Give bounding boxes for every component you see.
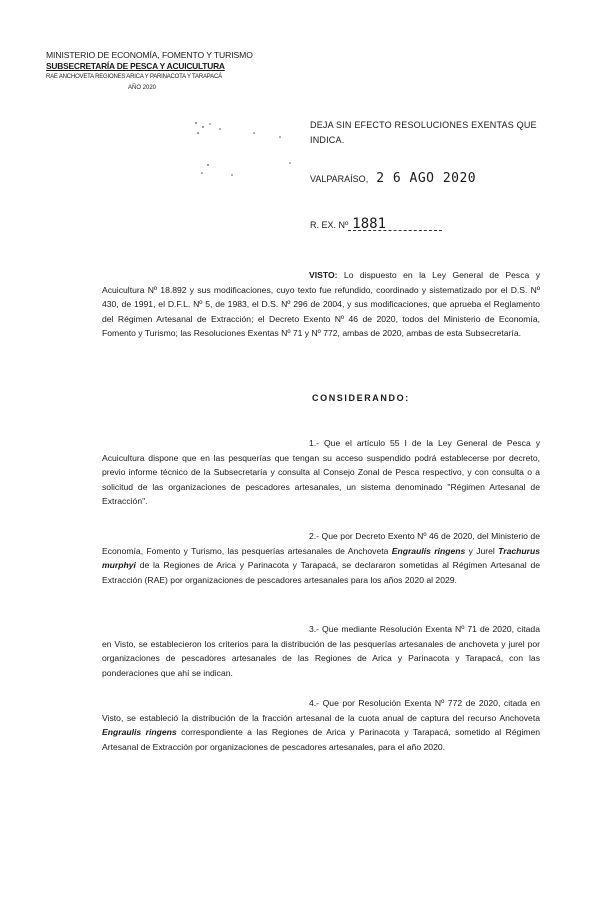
letterhead (46, 50, 276, 94)
item-2-text-a: 2.- Que por Decreto Exento Nº 46 de 2020, del Ministerio de Economía, Fomento y Turismo, las pesquerías artesanales de Anchoveta (102, 531, 540, 556)
item-1-text: 1.- Que el artículo 55 I de la Ley General de Pesca y Acuicultura dispone que en las pesquerías que tengan su acceso suspendido podrá establecerse por decreto, previo informe técnico de la Subsecretaría y consulta al Consejo Zonal de Pesca respectivo, y con consulta o a solicitud de las organizaciones de pescadores artesanales, un sistema denominado "Régimen Artesanal de Extracción". (102, 438, 540, 506)
place-date-line (310, 171, 476, 186)
species-name-trachurus: Trachurus murphyi (102, 545, 541, 570)
item-2-text-c: y Jurel (468, 545, 495, 556)
considerando-heading: CONSIDERANDO: (312, 393, 410, 403)
species-name-engraulis-2: Engraulis ringens (102, 727, 177, 737)
visto-text: Lo dispuesto en la Ley General de Pesca y Acuicultura Nº 18.892 y sus modificaciones, cuyo texto fue refundido, coordinado y sistematizado por el D.S. Nº 430, de 1991, el D.F.L. Nº 5, de 1983, el D.S. Nº 296 de 2004, y sus modificaciones, que aprueba el Reglamento del Régimen Artesanal de Extracción; el Decreto Exento Nº 46 de 2020, todos del Ministerio de Economía, Fomento y Turismo; las Resoluciones Exentas Nº 71 y Nº 772, ambas de 2020, ambas de esta Subsecretaría. (102, 270, 540, 338)
resolution-number-label: R. EX. Nº (310, 220, 349, 230)
date-stamp: 2 6 AGO 2020 (376, 171, 477, 186)
visto-paragraph (102, 268, 540, 341)
item-3-text: 3.- Que mediante Resolución Exenta Nº 71 de 2020, citada en Visto, se establecieron los criterios para la distribución de las pesquerías artesanales de anchoveta y jurel por organizaciones de pescadores artesanales de las Regiones de Arica y Parinacota y Tarapacá, con las ponderaciones que ahí se indican. (102, 624, 540, 678)
item-4-text-c: correspondiente a las Regiones de Arica y Parinacota y Tarapacá, sometido al Régimen Artesanal de Extracción por organizaciones de pescadores artesanales, para el año 2020. (102, 727, 541, 752)
resolution-number-line (310, 216, 442, 232)
considerando-item-1 (102, 436, 540, 509)
reference-subject: DEJA SIN EFECTO RESOLUCIONES EXENTAS QUE INDICA. (310, 120, 537, 145)
considerando-item-2 (102, 529, 540, 587)
resolution-number: 1881 (348, 219, 442, 231)
ministry-name: MINISTERIO DE ECONOMÍA, FOMENTO Y TURISMO (46, 50, 253, 60)
place-name: VALPARAÍSO, (310, 174, 369, 184)
program-name: RAE ANCHOVETA REGIONES ARICA Y PARINACOTA Y TARAPACÁ (46, 74, 222, 80)
item-2-text-e: de la Regiones de Arica y Parinacota y Tarapacá, se declararon sometidas al Régimen Artesanal de Extracción (RAE) por organizaciones de pescadores artesanales para los años 2020 al 2029. (102, 560, 541, 585)
considerando-item-3 (102, 622, 540, 680)
item-4-text-a: 4.- Que por Resolución Exenta Nº 772 de 2020, citada en Visto, se estableció la distribución de la fracción artesanal de la cuota anual de captura del recurso Anchoveta (102, 698, 540, 723)
species-name-engraulis: Engraulis ringens (391, 545, 466, 556)
subsecretaria-name: SUBSECRETARÍA DE PESCA Y ACUICULTURA (46, 61, 225, 71)
considerando-item-4 (102, 696, 540, 754)
stamp-dots-mark (190, 115, 300, 185)
visto-title: VISTO: (309, 270, 338, 280)
program-year: AÑO 2020 (128, 85, 157, 91)
